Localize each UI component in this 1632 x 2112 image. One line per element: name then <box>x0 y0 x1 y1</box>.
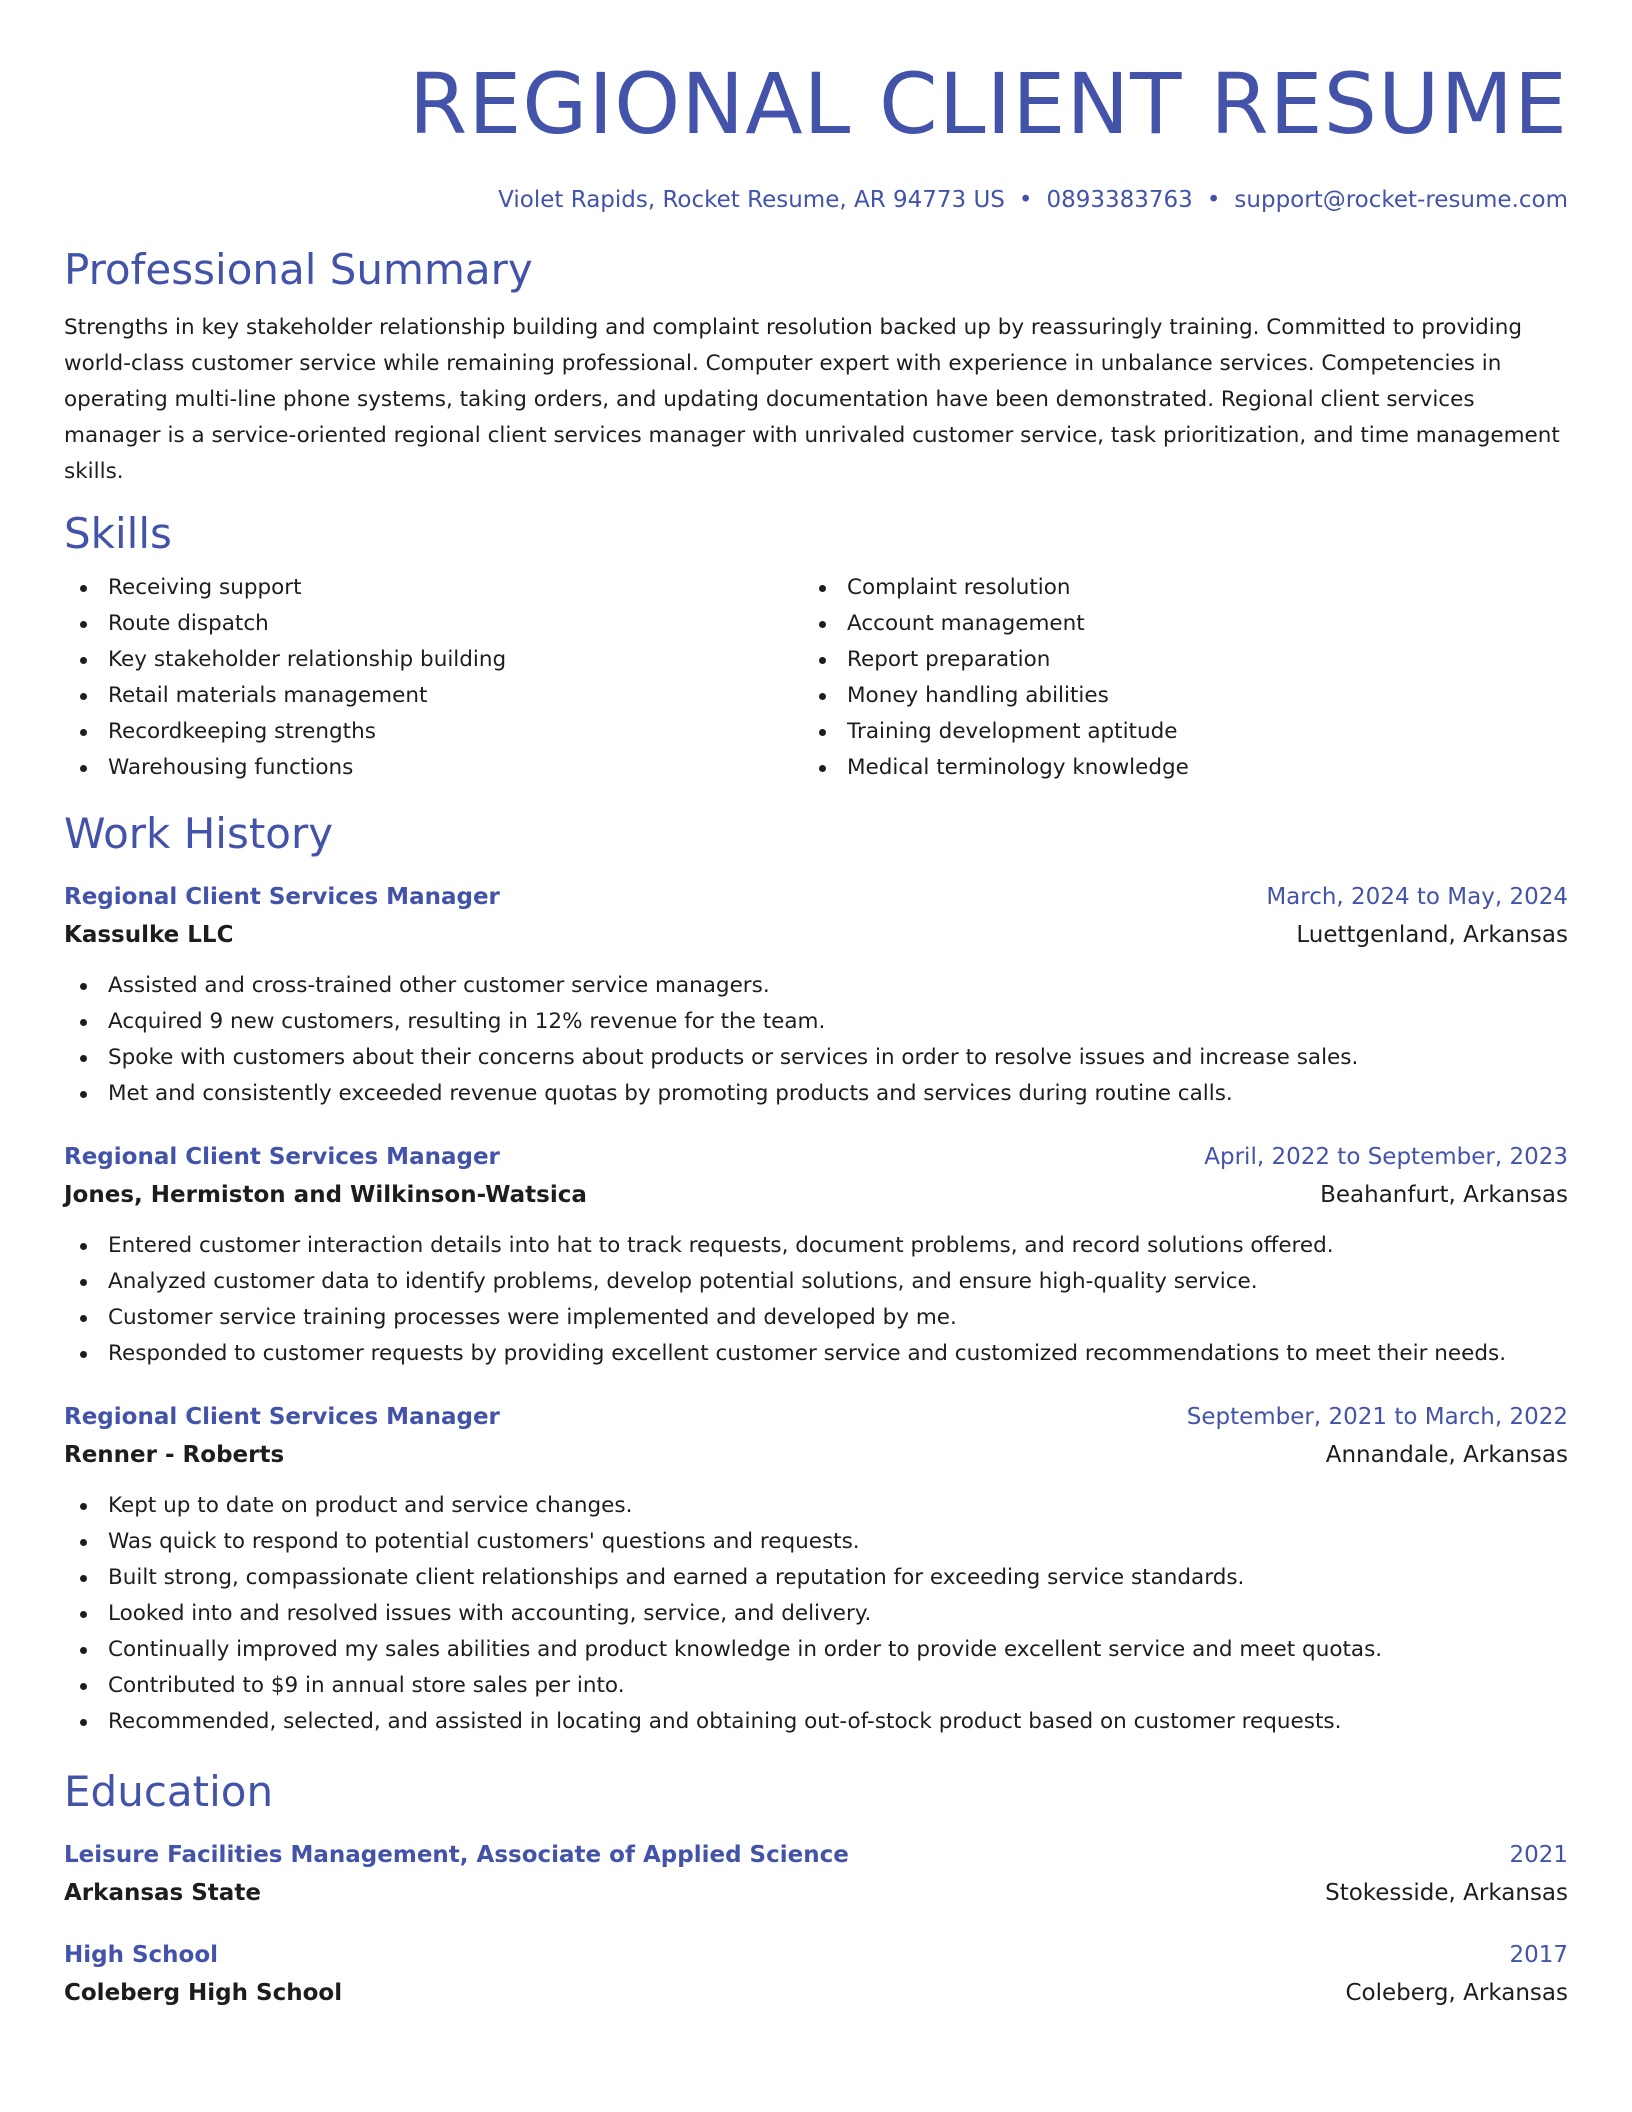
education-degree: Leisure Facilities Management, Associate of Applied Science <box>64 1842 849 1868</box>
resume-header <box>64 0 1568 216</box>
skills-section <box>64 508 1568 786</box>
job-company-row <box>64 916 1568 954</box>
contact-separator: • <box>1018 187 1033 213</box>
education-entry <box>64 1836 1568 1912</box>
education-location: Coleberg, Arkansas <box>1345 1980 1568 2006</box>
job-entry <box>64 1398 1568 1740</box>
education-year: 2021 <box>1509 1842 1568 1868</box>
job-bullet: Spoke with customers about their concerns about products or services in order to resolve issues and increase sales. <box>64 1040 1568 1076</box>
skills-column-left <box>64 570 803 786</box>
job-bullet: Continually improved my sales abilities and product knowledge in order to provide excellent service and meet quotas. <box>64 1632 1568 1668</box>
job-header-row <box>64 878 1568 916</box>
job-bullet: Assisted and cross-trained other customer service managers. <box>64 968 1568 1004</box>
job-bullet: Acquired 9 new customers, resulting in 12% revenue for the team. <box>64 1004 1568 1040</box>
job-role: Regional Client Services Manager <box>64 1404 500 1430</box>
job-role: Regional Client Services Manager <box>64 1144 500 1170</box>
contact-separator: • <box>1206 187 1221 213</box>
skills-column-right <box>803 570 1542 786</box>
job-location: Annandale, Arkansas <box>1325 1442 1568 1468</box>
skill-item: Account management <box>803 606 1542 642</box>
job-bullet: Entered customer interaction details into hat to track requests, document problems, and record solutions offered. <box>64 1228 1568 1264</box>
job-bullet: Customer service training processes were implemented and developed by me. <box>64 1300 1568 1336</box>
job-bullet: Kept up to date on product and service changes. <box>64 1488 1568 1524</box>
education-heading: Education <box>64 1767 274 1816</box>
skill-item: Report preparation <box>803 642 1542 678</box>
job-bullet: Recommended, selected, and assisted in locating and obtaining out-of-stock product based on customer requests. <box>64 1704 1568 1740</box>
contact-email: support@rocket-resume.com <box>1234 187 1568 213</box>
education-school-row <box>64 1974 1568 2012</box>
job-header-row <box>64 1138 1568 1176</box>
skill-item: Recordkeeping strengths <box>64 714 803 750</box>
skill-item: Retail materials management <box>64 678 803 714</box>
job-company-row <box>64 1176 1568 1214</box>
summary-heading: Professional Summary <box>64 245 533 294</box>
job-bullets <box>64 1228 1568 1372</box>
job-role: Regional Client Services Manager <box>64 884 500 910</box>
skill-item: Receiving support <box>64 570 803 606</box>
education-degree: High School <box>64 1942 219 1968</box>
skills-heading: Skills <box>64 509 172 558</box>
job-bullet: Looked into and resolved issues with accounting, service, and delivery. <box>64 1596 1568 1632</box>
job-dates: September, 2021 to March, 2022 <box>1186 1404 1568 1430</box>
summary-text: Strengths in key stakeholder relationship building and complaint resolution backed up by reassuringly training. Committed to providing world-class customer service while remaining professional. Computer expert with experience in unbalance services. Competencies in operating multi-line phone systems, taking orders, and updating documentation have been demonstrated. Regional client services manager is a service-oriented regional client services manager with unrivaled customer service, task prioritization, and time management skills. <box>64 315 1560 484</box>
contact-line <box>64 184 1568 216</box>
job-bullets <box>64 968 1568 1112</box>
education-header-row <box>64 1836 1568 1874</box>
job-bullet: Built strong, compassionate client relationships and earned a reputation for exceeding service standards. <box>64 1560 1568 1596</box>
job-bullet: Contributed to $9 in annual store sales per into. <box>64 1668 1568 1704</box>
education-entry <box>64 1936 1568 2012</box>
education-section <box>64 1766 1568 2012</box>
job-company-row <box>64 1436 1568 1474</box>
skill-item: Medical terminology knowledge <box>803 750 1542 786</box>
work-history-heading: Work History <box>64 809 334 858</box>
job-company: Kassulke LLC <box>64 922 234 948</box>
job-bullet: Analyzed customer data to identify problems, develop potential solutions, and ensure high-quality service. <box>64 1264 1568 1300</box>
job-entry <box>64 1138 1568 1372</box>
job-bullet: Responded to customer requests by providing excellent customer service and customized recommendations to meet their needs. <box>64 1336 1568 1372</box>
job-entry <box>64 878 1568 1112</box>
education-year: 2017 <box>1509 1942 1568 1968</box>
skill-item: Route dispatch <box>64 606 803 642</box>
job-company: Renner - Roberts <box>64 1442 285 1468</box>
contact-address: Violet Rapids, Rocket Resume, AR 94773 US <box>498 187 1005 213</box>
work-history-section <box>64 808 1568 1740</box>
skill-item: Money handling abilities <box>803 678 1542 714</box>
education-school-row <box>64 1874 1568 1912</box>
resume-title: REGIONAL CLIENT RESUME <box>408 55 1568 153</box>
skill-item: Complaint resolution <box>803 570 1542 606</box>
education-location: Stokesside, Arkansas <box>1325 1880 1568 1906</box>
summary-section <box>64 244 1568 490</box>
skills-grid <box>64 570 1568 786</box>
education-header-row <box>64 1936 1568 1974</box>
job-company: Jones, Hermiston and Wilkinson-Watsica <box>64 1182 587 1208</box>
education-school: Arkansas State <box>64 1880 261 1906</box>
job-bullet: Was quick to respond to potential customers' questions and requests. <box>64 1524 1568 1560</box>
job-header-row <box>64 1398 1568 1436</box>
job-dates: April, 2022 to September, 2023 <box>1204 1144 1568 1170</box>
contact-phone: 0893383763 <box>1046 187 1193 213</box>
job-location: Luettgenland, Arkansas <box>1296 922 1568 948</box>
job-bullet: Met and consistently exceeded revenue quotas by promoting products and services during routine calls. <box>64 1076 1568 1112</box>
job-dates: March, 2024 to May, 2024 <box>1266 884 1568 910</box>
job-location: Beahanfurt, Arkansas <box>1320 1182 1568 1208</box>
skill-item: Warehousing functions <box>64 750 803 786</box>
job-bullets <box>64 1488 1568 1740</box>
education-school: Coleberg High School <box>64 1980 343 2006</box>
skill-item: Key stakeholder relationship building <box>64 642 803 678</box>
skill-item: Training development aptitude <box>803 714 1542 750</box>
